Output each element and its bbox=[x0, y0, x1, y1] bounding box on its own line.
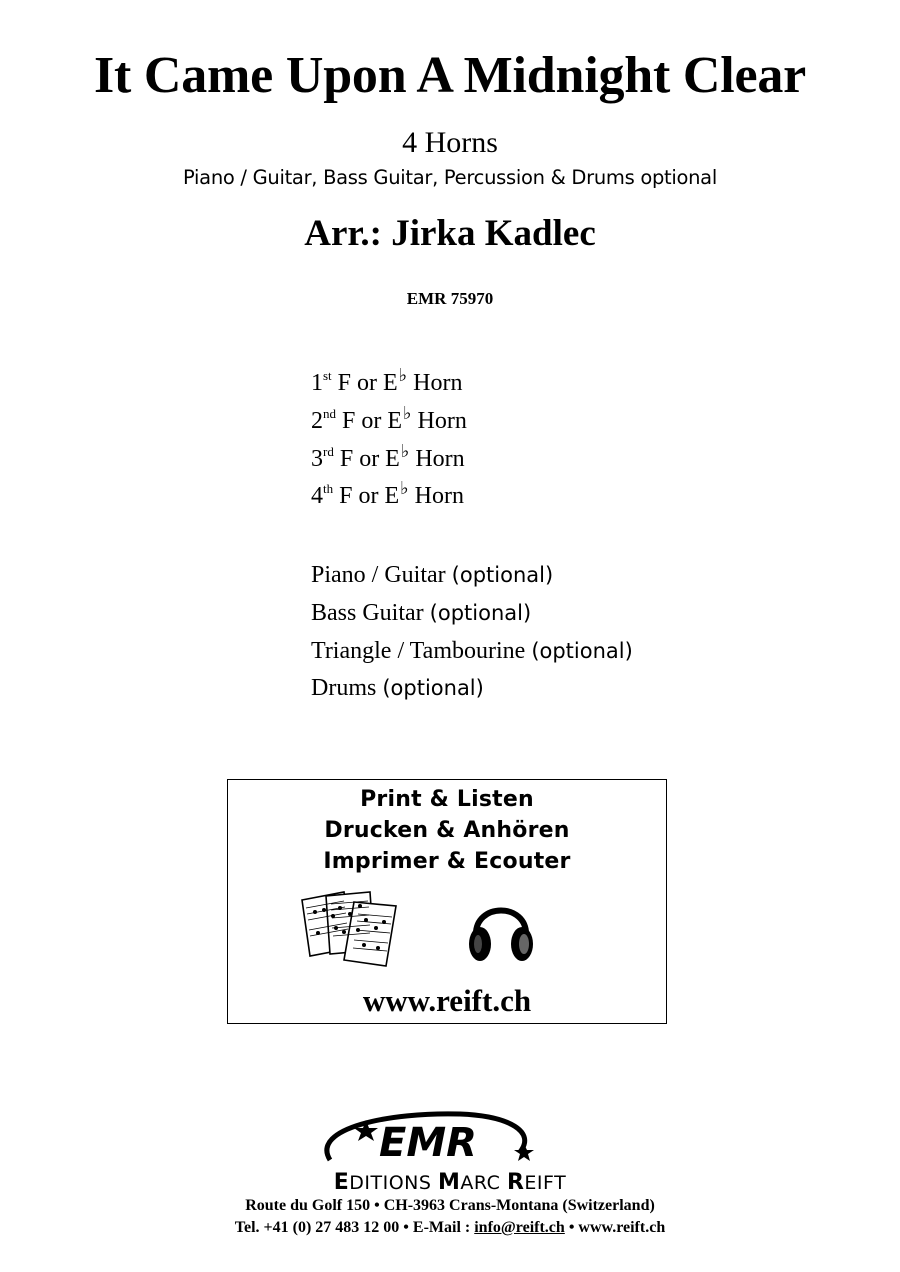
web-text: • www.reift.ch bbox=[564, 1219, 666, 1236]
publisher-address: Route du Golf 150 • CH-3963 Crans-Montana (Switzerland) bbox=[245, 1197, 655, 1214]
part-ordinal: nd bbox=[323, 406, 336, 421]
part-horn-4 bbox=[311, 478, 464, 510]
optional-part-triangle-tambourine bbox=[311, 638, 633, 665]
optional-note: (optional) bbox=[451, 563, 554, 587]
arranger: Arr.: Jirka Kadlec bbox=[304, 213, 596, 254]
optional-part-bass-guitar bbox=[311, 600, 531, 627]
optional-part-name: Bass Guitar bbox=[311, 600, 424, 626]
flat-sign: ♭ bbox=[400, 478, 409, 498]
optional-note: (optional) bbox=[531, 639, 633, 663]
flat-sign: ♭ bbox=[398, 365, 408, 385]
emr-logo-text: EMR bbox=[379, 1120, 477, 1166]
publisher-contact bbox=[0, 1219, 900, 1237]
promo-url: www.reift.ch bbox=[362, 983, 532, 1018]
optional-part-name: Drums bbox=[311, 675, 377, 701]
part-horn-2 bbox=[311, 403, 467, 435]
part-key: F or E bbox=[331, 370, 398, 396]
email-link[interactable]: info@reift.ch bbox=[474, 1219, 565, 1236]
sheet-music-icon bbox=[300, 888, 412, 970]
page-title: It Came Upon A Midnight Clear bbox=[93, 47, 807, 104]
part-horn-3 bbox=[311, 441, 465, 473]
optional-note: (optional) bbox=[429, 601, 532, 625]
instrumentation-line: Piano / Guitar, Bass Guitar, Percussion & Drums optional bbox=[183, 166, 717, 189]
optional-note: (optional) bbox=[382, 676, 484, 700]
emr-logo bbox=[310, 1108, 540, 1170]
part-number: 1 bbox=[311, 370, 323, 396]
headphones-icon bbox=[466, 892, 536, 966]
ensemble-subtitle: 4 Horns bbox=[402, 126, 498, 159]
promo-line-german: Drucken & Anhören bbox=[324, 818, 570, 843]
part-ordinal: rd bbox=[323, 444, 334, 459]
optional-part-piano-guitar bbox=[311, 562, 553, 589]
part-horn-1 bbox=[311, 365, 463, 397]
part-number: 2 bbox=[311, 408, 323, 434]
part-number: 4 bbox=[311, 483, 323, 509]
publisher-name: EDITIONS MARC REIFT bbox=[333, 1170, 567, 1195]
print-listen-box bbox=[227, 779, 667, 1024]
catalog-number: EMR 75970 bbox=[406, 289, 494, 308]
optional-part-name: Triangle / Tambourine bbox=[311, 638, 526, 664]
part-key: F or E bbox=[333, 446, 400, 472]
part-instrument: Horn bbox=[411, 408, 467, 434]
part-ordinal: st bbox=[323, 368, 332, 383]
part-key: F or E bbox=[333, 483, 400, 509]
optional-part-drums bbox=[311, 675, 484, 702]
part-instrument: Horn bbox=[407, 370, 463, 396]
part-ordinal: th bbox=[323, 481, 334, 496]
part-instrument: Horn bbox=[409, 446, 465, 472]
promo-line-french: Imprimer & Ecouter bbox=[323, 849, 571, 874]
promo-line-english: Print & Listen bbox=[360, 787, 534, 812]
part-instrument: Horn bbox=[408, 483, 464, 509]
flat-sign: ♭ bbox=[403, 403, 412, 423]
flat-sign: ♭ bbox=[400, 441, 410, 461]
phone-text: Tel. +41 (0) 27 483 12 00 • E-Mail : bbox=[234, 1219, 475, 1236]
optional-part-name: Piano / Guitar bbox=[311, 562, 446, 588]
part-key: F or E bbox=[336, 408, 402, 434]
part-number: 3 bbox=[311, 446, 323, 472]
